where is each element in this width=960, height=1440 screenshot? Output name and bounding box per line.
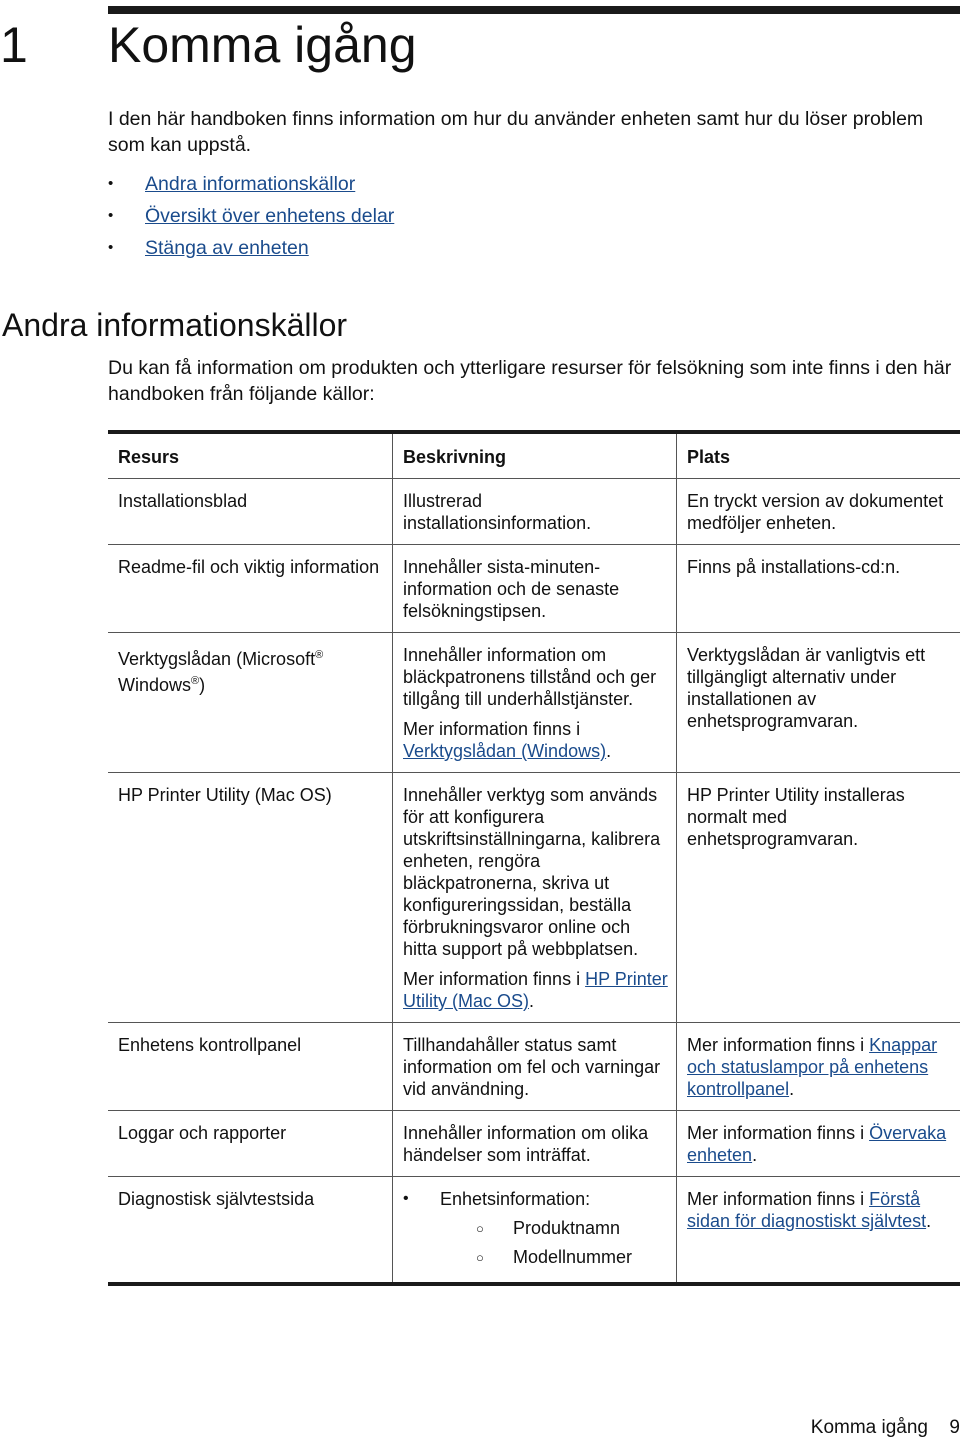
table-row xyxy=(108,773,960,1023)
bullet-icon: • xyxy=(403,1190,409,1207)
cell-resource: Loggar och rapporter xyxy=(118,1123,287,1143)
cell-location: Mer information finns i Förstå sidan för diagnostiskt självtest. xyxy=(677,1177,960,1285)
description-text: Innehåller information om bläckpatronens tillstånd och ger tillgång till underhållstjänster. xyxy=(403,645,657,709)
cell-description xyxy=(393,773,677,1023)
link-toolbox-windows[interactable]: Verktygslådan (Windows) xyxy=(403,741,607,761)
toc-link-turn-off[interactable]: Stänga av enheten xyxy=(145,237,309,259)
cell-resource: HP Printer Utility (Mac OS) xyxy=(118,785,332,805)
description-text: Innehåller verktyg som används för att konfigurera utskriftsinställningarna, kalibrera enheten, rengöra bläckpatronerna, skriva ut konfigureringssidan, beställa förbrukningsvaror online och hitta support på webbplatsen. xyxy=(403,785,661,959)
link-self-test-page[interactable]: Förstå sidan för diagnostiskt självtest xyxy=(687,1189,927,1231)
chapter-toc xyxy=(108,171,394,267)
cell-resource: Enhetens kontrollpanel xyxy=(118,1035,302,1055)
header-description: Beskrivning xyxy=(393,432,677,479)
toc-item xyxy=(108,203,394,235)
link-control-panel-buttons[interactable]: Knappar och statuslampor på enhetens kontrollpanel xyxy=(687,1035,938,1099)
cell-location: Finns på installations-cd:n. xyxy=(677,545,960,633)
table-header-row xyxy=(108,432,960,479)
circle-bullet-icon: ○ xyxy=(476,1250,484,1265)
link-hp-printer-utility[interactable]: HP Printer Utility (Mac OS) xyxy=(403,969,668,1011)
page-footer xyxy=(811,1416,960,1440)
cell-location: Mer information finns i Knappar och statuslampor på enhetens kontrollpanel. xyxy=(677,1023,960,1111)
cell-location: HP Printer Utility installeras normalt med enhetsprogramvaran. xyxy=(677,773,960,1023)
cell-resource: Installationsblad xyxy=(118,491,248,511)
chapter-number: 1 xyxy=(0,17,28,73)
registered-mark: ® xyxy=(315,649,324,661)
link-monitor-device[interactable]: Övervaka enheten xyxy=(687,1123,947,1165)
list-item: ○ Modellnummer xyxy=(440,1243,668,1272)
cell-description: Illustrerad installationsinformation. xyxy=(393,479,677,545)
toc-link-other-sources[interactable]: Andra informationskällor xyxy=(145,173,356,195)
header-resource: Resurs xyxy=(118,447,180,467)
table-row xyxy=(108,545,960,633)
bullet-icon: • xyxy=(108,207,114,224)
circle-bullet-icon: ○ xyxy=(476,1221,484,1236)
cell-location: En tryckt version av dokumentet medföljer enheten. xyxy=(677,479,960,545)
toc-item xyxy=(108,171,394,203)
toc-item xyxy=(108,235,394,267)
cell-resource: Readme-fil och viktig information xyxy=(118,557,380,577)
cell-resource: Verktygslådan (Microsoft® Windows®) xyxy=(118,649,324,695)
bullet-icon: • xyxy=(108,175,114,192)
description-list xyxy=(403,1188,668,1272)
cell-resource: Diagnostisk självtestsida xyxy=(118,1189,315,1209)
sub-list xyxy=(440,1214,668,1272)
section-paragraph: Du kan få information om produkten och ytterligare resurser för felsökning som inte finns i den här handboken från följande källor: xyxy=(108,357,952,405)
chapter-title-text: Komma igång xyxy=(108,17,417,73)
list-item: • Enhetsinformation: ○ Produktnamn ○ Modellnummer xyxy=(403,1188,668,1272)
table-row xyxy=(108,1177,960,1285)
registered-mark: ® xyxy=(191,675,200,687)
page-number: 9 xyxy=(949,1417,960,1438)
more-info: Mer information finns i Verktygslådan (Windows). xyxy=(403,719,612,761)
chapter-title xyxy=(0,14,417,76)
footer-section: Komma igång xyxy=(810,1417,928,1438)
section-heading: Andra informationskällor xyxy=(2,307,348,343)
toc-link-device-parts[interactable]: Översikt över enhetens delar xyxy=(145,205,395,227)
cell-location: Mer information finns i Övervaka enheten. xyxy=(677,1111,960,1177)
cell-description: Innehåller sista-minuten-information och de senaste felsökningstipsen. xyxy=(393,545,677,633)
cell-description xyxy=(393,1177,677,1285)
table-row xyxy=(108,633,960,773)
header-location: Plats xyxy=(677,432,960,479)
bullet-icon: • xyxy=(108,239,114,256)
more-info: Mer information finns i HP Printer Utility (Mac OS). xyxy=(403,969,668,1011)
resources-table xyxy=(108,430,960,1286)
table-row xyxy=(108,1023,960,1111)
cell-description: Innehåller information om olika händelser som inträffat. xyxy=(393,1111,677,1177)
chapter-top-rule xyxy=(108,6,960,14)
table-row xyxy=(108,479,960,545)
intro-paragraph: I den här handboken finns information om hur du använder enheten samt hur du löser problem som kan uppstå. xyxy=(108,108,924,156)
table-row xyxy=(108,1111,960,1177)
cell-location: Verktygslådan är vanligtvis ett tillgängligt alternativ under installationen av enhetsprogramvaran. xyxy=(677,633,960,773)
cell-description xyxy=(393,633,677,773)
cell-description: Tillhandahåller status samt information om fel och varningar vid användning. xyxy=(393,1023,677,1111)
list-item: ○ Produktnamn xyxy=(440,1214,668,1243)
